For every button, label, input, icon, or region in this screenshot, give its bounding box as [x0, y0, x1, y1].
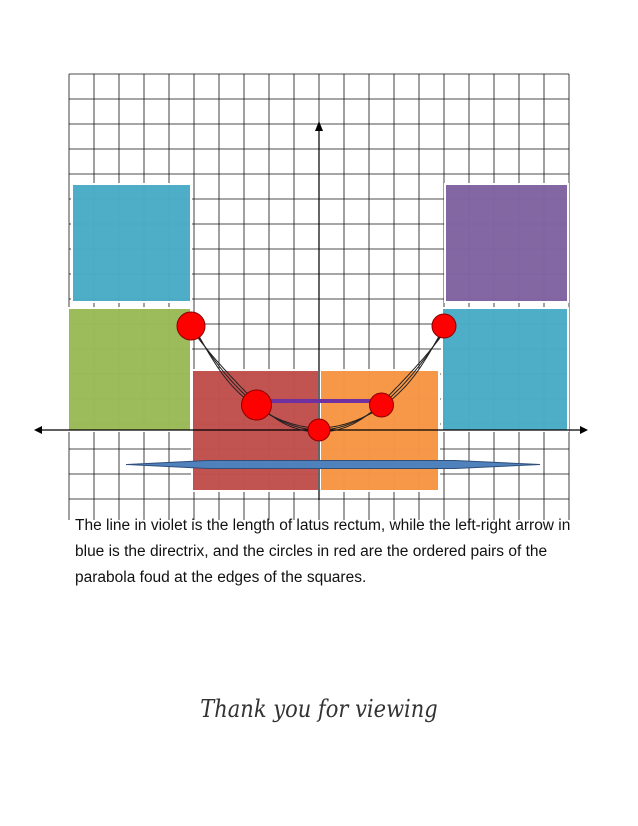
squares: [68, 184, 568, 491]
parabola-point: [242, 390, 272, 420]
x-axis-right-arrowhead: [580, 426, 588, 434]
directrix-arrow: [126, 461, 540, 469]
caption: The line in violet is the length of latus rectum, while the left-right arrow in blue is the directrix, and the circles in red are the ordered pairs of the parabola foud at the edges of the squares.: [75, 517, 571, 586]
square-blue-left: [72, 184, 191, 302]
parabola-point: [370, 393, 394, 417]
x-axis-left-arrowhead: [34, 426, 42, 434]
square-purple: [445, 184, 568, 302]
square-green: [68, 308, 191, 431]
square-blue-right: [442, 308, 568, 431]
directrix-line: [126, 461, 540, 469]
closing-text: Thank you for viewing: [200, 695, 438, 723]
parabola-point: [177, 312, 205, 340]
parabola-point: [432, 314, 456, 338]
y-axis-up-arrowhead: [315, 121, 323, 131]
parabola-point: [308, 419, 330, 441]
